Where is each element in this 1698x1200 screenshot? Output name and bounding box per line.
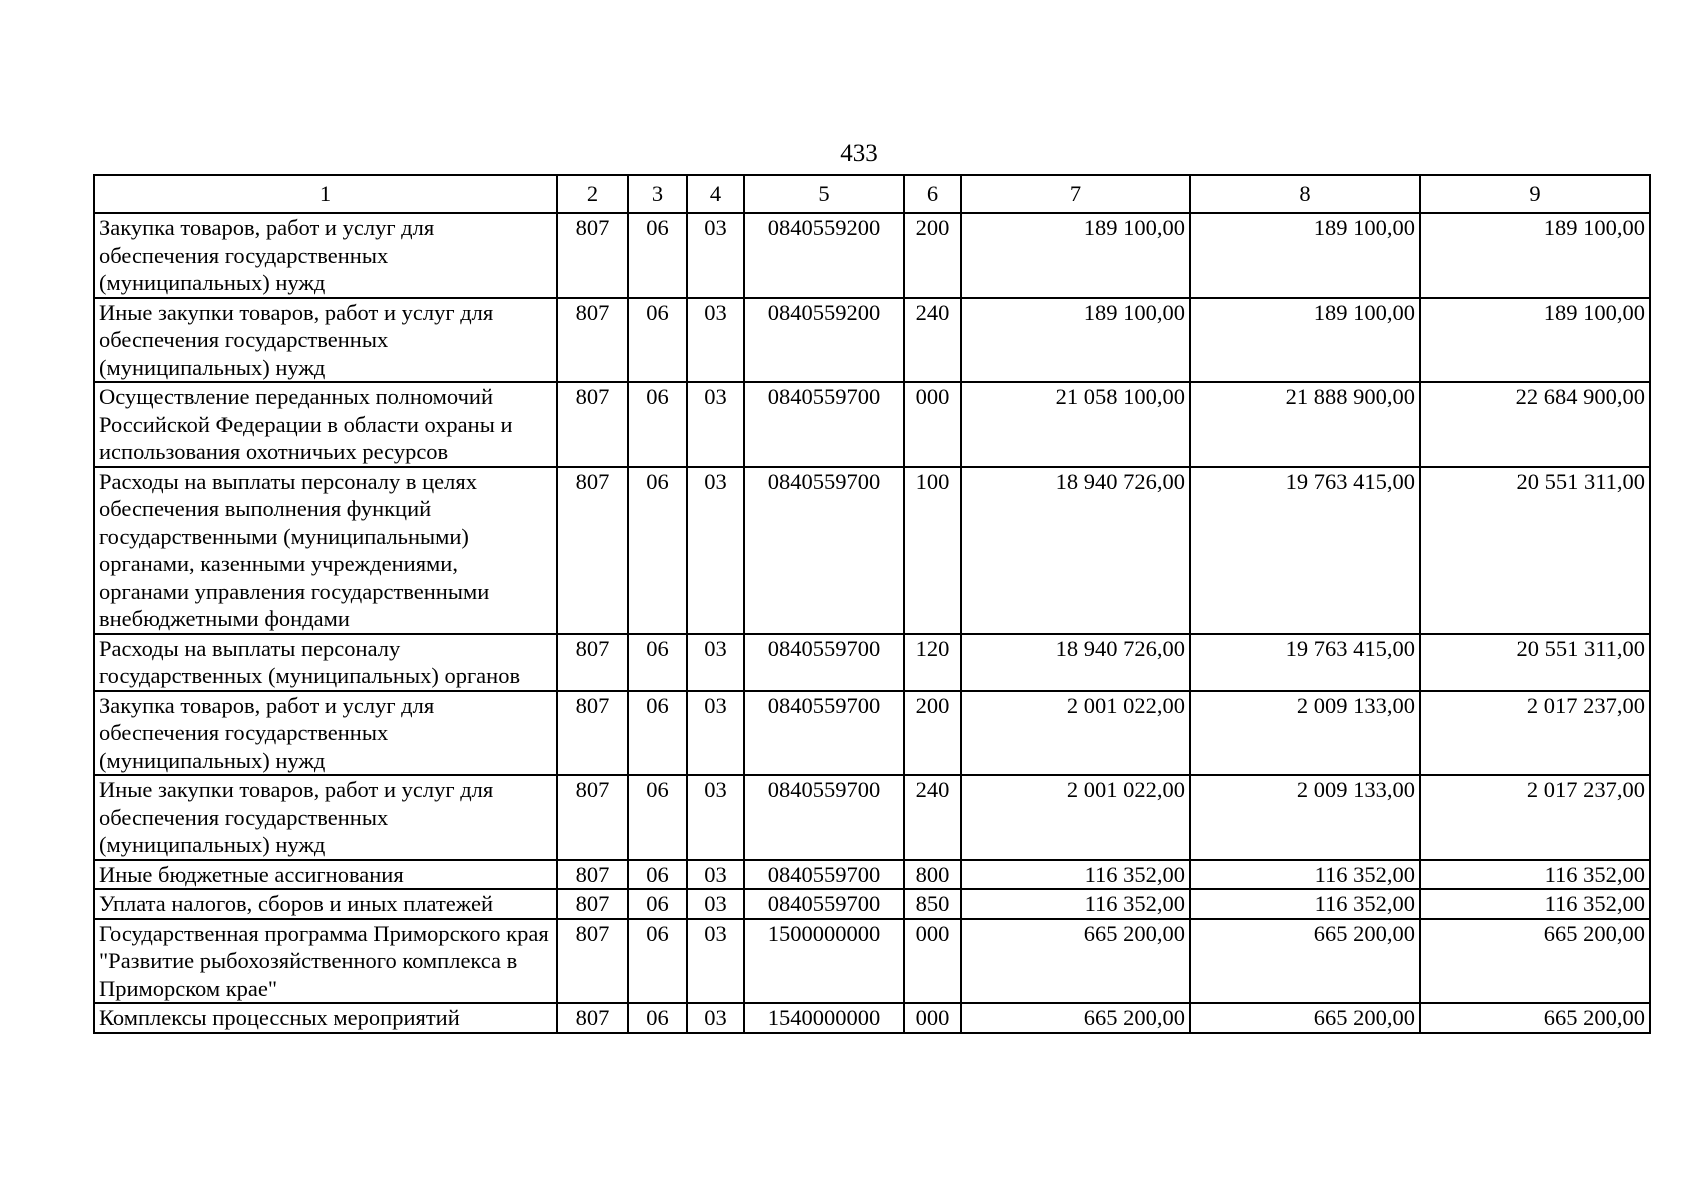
column-header: 3 xyxy=(628,175,687,213)
section-code: 06 xyxy=(628,1003,687,1033)
amount-col8: 116 352,00 xyxy=(1190,889,1420,919)
amount-col7: 18 940 726,00 xyxy=(961,467,1190,634)
ministry-code: 807 xyxy=(557,919,628,1004)
amount-col8: 189 100,00 xyxy=(1190,213,1420,298)
expense-type-code: 850 xyxy=(904,889,961,919)
amount-col9: 22 684 900,00 xyxy=(1420,382,1650,467)
column-header: 1 xyxy=(94,175,557,213)
expense-type-code: 240 xyxy=(904,775,961,860)
amount-col7: 116 352,00 xyxy=(961,860,1190,890)
header-row xyxy=(94,175,1650,213)
subsection-code: 03 xyxy=(687,634,744,691)
section-code: 06 xyxy=(628,213,687,298)
subsection-code: 03 xyxy=(687,775,744,860)
amount-col9: 116 352,00 xyxy=(1420,889,1650,919)
section-code: 06 xyxy=(628,691,687,776)
budget-table xyxy=(93,174,1651,1034)
amount-col8: 19 763 415,00 xyxy=(1190,634,1420,691)
expense-type-code: 000 xyxy=(904,1003,961,1033)
expense-type-code: 200 xyxy=(904,213,961,298)
subsection-code: 03 xyxy=(687,889,744,919)
table-row xyxy=(94,1003,1650,1033)
table-row xyxy=(94,634,1650,691)
expense-type-code: 240 xyxy=(904,298,961,383)
row-description: Расходы на выплаты персоналу в целях обеспечения выполнения функций государственными (муниципальными) органами, казенными учреждениями, органами управления государственными внебюджетными фондами xyxy=(94,467,557,634)
amount-col8: 2 009 133,00 xyxy=(1190,775,1420,860)
ministry-code: 807 xyxy=(557,775,628,860)
table-row xyxy=(94,382,1650,467)
amount-col8: 665 200,00 xyxy=(1190,1003,1420,1033)
ministry-code: 807 xyxy=(557,634,628,691)
column-header: 6 xyxy=(904,175,961,213)
amount-col7: 665 200,00 xyxy=(961,919,1190,1004)
amount-col7: 665 200,00 xyxy=(961,1003,1190,1033)
table-body xyxy=(94,213,1650,1033)
subsection-code: 03 xyxy=(687,860,744,890)
ministry-code: 807 xyxy=(557,213,628,298)
target-article-code: 0840559200 xyxy=(744,298,904,383)
target-article-code: 0840559700 xyxy=(744,691,904,776)
subsection-code: 03 xyxy=(687,691,744,776)
ministry-code: 807 xyxy=(557,382,628,467)
expense-type-code: 800 xyxy=(904,860,961,890)
ministry-code: 807 xyxy=(557,691,628,776)
column-header: 2 xyxy=(557,175,628,213)
ministry-code: 807 xyxy=(557,1003,628,1033)
table-row xyxy=(94,691,1650,776)
amount-col8: 2 009 133,00 xyxy=(1190,691,1420,776)
amount-col7: 21 058 100,00 xyxy=(961,382,1190,467)
ministry-code: 807 xyxy=(557,298,628,383)
expense-type-code: 120 xyxy=(904,634,961,691)
expense-type-code: 000 xyxy=(904,919,961,1004)
row-description: Иные закупки товаров, работ и услуг для обеспечения государственных (муниципальных) нужд xyxy=(94,775,557,860)
amount-col7: 18 940 726,00 xyxy=(961,634,1190,691)
amount-col8: 21 888 900,00 xyxy=(1190,382,1420,467)
section-code: 06 xyxy=(628,919,687,1004)
target-article-code: 0840559700 xyxy=(744,382,904,467)
amount-col9: 665 200,00 xyxy=(1420,919,1650,1004)
amount-col9: 2 017 237,00 xyxy=(1420,691,1650,776)
column-header: 7 xyxy=(961,175,1190,213)
column-header: 9 xyxy=(1420,175,1650,213)
section-code: 06 xyxy=(628,775,687,860)
page-number: 433 xyxy=(840,140,878,167)
expense-type-code: 200 xyxy=(904,691,961,776)
section-code: 06 xyxy=(628,298,687,383)
amount-col9: 2 017 237,00 xyxy=(1420,775,1650,860)
section-code: 06 xyxy=(628,860,687,890)
target-article-code: 1500000000 xyxy=(744,919,904,1004)
amount-col7: 2 001 022,00 xyxy=(961,691,1190,776)
row-description: Закупка товаров, работ и услуг для обеспечения государственных (муниципальных) нужд xyxy=(94,213,557,298)
row-description: Государственная программа Приморского края "Развитие рыбохозяйственного комплекса в Приморском крае" xyxy=(94,919,557,1004)
amount-col8: 19 763 415,00 xyxy=(1190,467,1420,634)
subsection-code: 03 xyxy=(687,382,744,467)
subsection-code: 03 xyxy=(687,298,744,383)
row-description: Иные закупки товаров, работ и услуг для обеспечения государственных (муниципальных) нужд xyxy=(94,298,557,383)
amount-col7: 2 001 022,00 xyxy=(961,775,1190,860)
expense-type-code: 000 xyxy=(904,382,961,467)
target-article-code: 0840559700 xyxy=(744,467,904,634)
target-article-code: 0840559700 xyxy=(744,634,904,691)
column-header: 8 xyxy=(1190,175,1420,213)
target-article-code: 0840559200 xyxy=(744,213,904,298)
ministry-code: 807 xyxy=(557,860,628,890)
table-row xyxy=(94,919,1650,1004)
table-row xyxy=(94,298,1650,383)
amount-col9: 116 352,00 xyxy=(1420,860,1650,890)
expense-type-code: 100 xyxy=(904,467,961,634)
subsection-code: 03 xyxy=(687,467,744,634)
ministry-code: 807 xyxy=(557,889,628,919)
subsection-code: 03 xyxy=(687,1003,744,1033)
amount-col7: 189 100,00 xyxy=(961,213,1190,298)
table-row xyxy=(94,775,1650,860)
amount-col7: 189 100,00 xyxy=(961,298,1190,383)
column-header: 5 xyxy=(744,175,904,213)
amount-col9: 20 551 311,00 xyxy=(1420,467,1650,634)
table-row xyxy=(94,889,1650,919)
column-header: 4 xyxy=(687,175,744,213)
row-description: Расходы на выплаты персоналу государственных (муниципальных) органов xyxy=(94,634,557,691)
section-code: 06 xyxy=(628,467,687,634)
ministry-code: 807 xyxy=(557,467,628,634)
target-article-code: 0840559700 xyxy=(744,775,904,860)
row-description: Закупка товаров, работ и услуг для обеспечения государственных (муниципальных) нужд xyxy=(94,691,557,776)
amount-col9: 665 200,00 xyxy=(1420,1003,1650,1033)
row-description: Комплексы процессных мероприятий xyxy=(94,1003,557,1033)
amount-col7: 116 352,00 xyxy=(961,889,1190,919)
amount-col8: 116 352,00 xyxy=(1190,860,1420,890)
section-code: 06 xyxy=(628,382,687,467)
amount-col9: 189 100,00 xyxy=(1420,298,1650,383)
target-article-code: 0840559700 xyxy=(744,860,904,890)
subsection-code: 03 xyxy=(687,213,744,298)
target-article-code: 1540000000 xyxy=(744,1003,904,1033)
row-description: Осуществление переданных полномочий Российской Федерации в области охраны и использования охотничьих ресурсов xyxy=(94,382,557,467)
amount-col8: 189 100,00 xyxy=(1190,298,1420,383)
section-code: 06 xyxy=(628,634,687,691)
table-row xyxy=(94,467,1650,634)
target-article-code: 0840559700 xyxy=(744,889,904,919)
row-description: Уплата налогов, сборов и иных платежей xyxy=(94,889,557,919)
table-row xyxy=(94,213,1650,298)
amount-col8: 665 200,00 xyxy=(1190,919,1420,1004)
section-code: 06 xyxy=(628,889,687,919)
amount-col9: 20 551 311,00 xyxy=(1420,634,1650,691)
row-description: Иные бюджетные ассигнования xyxy=(94,860,557,890)
amount-col9: 189 100,00 xyxy=(1420,213,1650,298)
table-row xyxy=(94,860,1650,890)
subsection-code: 03 xyxy=(687,919,744,1004)
